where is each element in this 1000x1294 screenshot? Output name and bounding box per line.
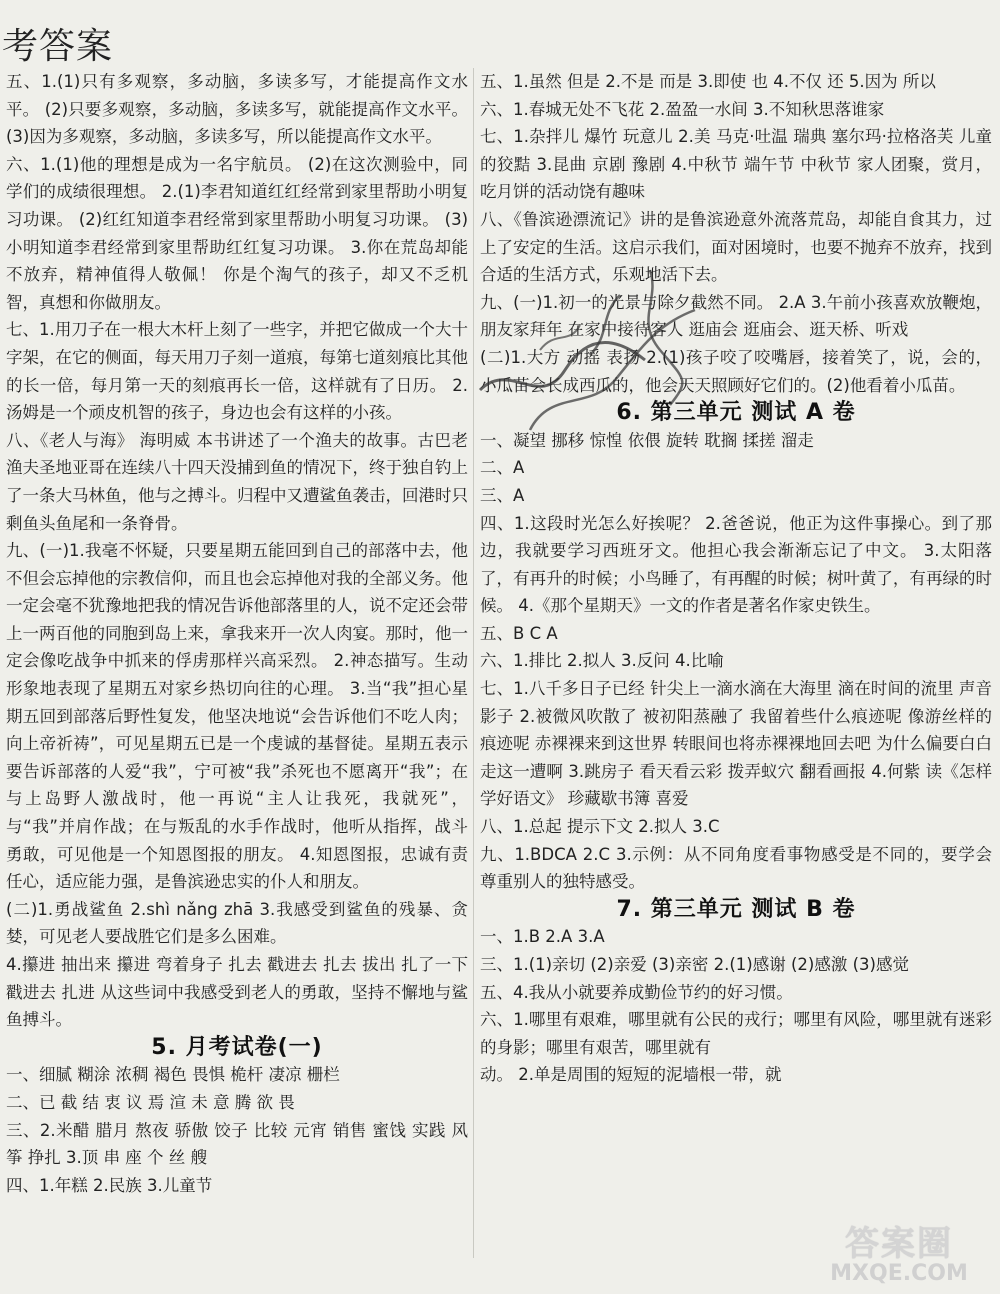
answer-paragraph: 五、1.(1)只有多观察，多动脑，多读多写，才能提高作文水平。 (2)只要多观察，多动脑，多读多写，就能提高作文水平。 (3)因为多观察，多动脑，多读多写，所以能提高作文水平。	[6, 72, 468, 147]
page-title: 考答案	[2, 26, 114, 67]
answer-paragraph: 七、1.杂拌儿 爆竹 玩意儿 2.美 马克·吐温 瑞典 塞尔玛·拉格洛芙 儿童的狡黠 3.昆曲 京剧 豫剧 4.中秋节 端午节 中秋节 家人团聚，赏月，吃月饼的活动饶有趣味	[480, 127, 992, 202]
answer-paragraph: 三、2.米醋 腊月 熬夜 骄傲 饺子 比较 元宵 销售 蜜饯 实践 风筝 挣扎 3.顶 串 座 个 丝 艘	[6, 1120, 468, 1168]
answer-paragraph: 二、A	[480, 458, 525, 478]
answer-paragraph: 六、1.(1)他的理想是成为一名宇航员。 (2)在这次测验中，同学们的成绩很理想。 2.(1)李君知道红红经常到家里帮助小明复习功课。 (2)红红知道李君经常到家里帮助小明复习功课。 (3)小明知道李君经常到家里帮助红红复习功课。 3.你在荒岛却能不放弃，精神值得人敬佩！ 你是个淘气的孩子，却又不乏机智，真想和你做朋友。	[6, 154, 468, 312]
answer-paragraph: 4.攥进 抽出来 攥进 弯着身子 扎去 戳进去 扎去 拔出 扎了一下 戳进去 扎进 从这些词中我感受到老人的勇敢，坚持不懈地与鲨鱼搏斗。	[6, 955, 468, 1030]
answer-paragraph: 七、1.八千多日子已经 针尖上一滴水滴在大海里 滴在时间的流里 声音 影子 2.被微风吹散了 被初阳蒸融了 我留着些什么痕迹呢 像游丝样的痕迹呢 赤裸裸来到这世界 转眼间也将赤裸裸地回去吧 为什么偏要白白走这一遭啊 3.跳房子 看天看云彩 拨弄蚁穴 翻看画报 4.何紫 读《怎样学好语文》 珍藏歇书簿 喜爱	[480, 679, 992, 809]
answer-paragraph: 五、1.虽然 但是 2.不是 而是 3.即使 也 4.不仅 还 5.因为 所以	[480, 72, 936, 91]
answer-paragraph: 八、1.总起 提示下文 2.拟人 3.C	[480, 817, 720, 837]
answer-paragraph: 二、已 截 结 衷 议 焉 渲 未 意 腾 欲 畏	[6, 1092, 295, 1112]
watermark	[804, 1216, 994, 1286]
answer-paragraph: 五、4.我从小就要养成勤俭节约的好习惯。	[480, 982, 793, 1002]
left-column	[6, 68, 468, 1199]
answer-paragraph: (二)1.大方 动摇 表扬 2.(1)孩子咬了咬嘴唇，接着笑了，说，会的，小瓜苗会长成西瓜的，他会天天照顾好它们的。(2)他看着小瓜苗。	[480, 347, 992, 395]
answer-paragraph: 九、(一)1.初一的光景与除夕截然不同。 2.A 3.午前小孩喜欢放鞭炮，朋友家拜年 在家中接待客人 逛庙会 逛庙会、逛天桥、听戏	[480, 292, 992, 340]
section-title-monthly-exam: 5. 月考试卷(一)	[151, 1034, 323, 1060]
right-column	[480, 68, 992, 1089]
answer-paragraph: 七、1.用刀子在一根大木杆上刻了一些字，并把它做成一个大十字架，在它的侧面，每天用刀子刻一道痕，每第七道刻痕比其他的长一倍，每月第一天的刻痕再长一倍，这样就有了日历。 2.汤姆是一个顽皮机智的孩子，身边也会有这样的小孩。	[6, 320, 468, 423]
answer-paragraph: 五、B C A	[480, 623, 558, 643]
answer-paragraph: 四、1.年糕 2.民族 3.儿童节	[6, 1175, 213, 1195]
answer-paragraph: 四、1.这段时光怎么好挨呢？ 2.爸爸说，他正为这件事操心。到了那边，我就要学习西班牙文。他担心我会渐渐忘记了中文。 3.太阳落了，有再升的时候；小鸟睡了，有再醒的时候；树叶黄了，有再绿的时候。 4.《那个星期天》一文的作者是著名作家史铁生。	[480, 513, 992, 616]
answer-paragraph: 三、A	[480, 485, 525, 505]
answer-paragraph: 三、1.(1)亲切 (2)亲爱 (3)亲密 2.(1)感谢 (2)感激 (3)感觉	[480, 955, 909, 974]
answer-paragraph: 九、(一)1.我毫不怀疑，只要星期五能回到自己的部落中去，他不但会忘掉他的宗教信仰，而且也会忘掉他对我的全部义务。他一定会毫不犹豫地把我的情况告诉他部落里的人，说不定还会带上一两百他的同胞到岛上来，拿我来开一次人肉宴。那时，他一定会像吃战争中抓来的俘虏那样兴高采烈。 2.神态描写。生动形象地表现了星期五对家乡热切向往的心理。 3.当“我”担心星期五回到部落后野性复发，他坚决地说“会告诉他们不吃人肉；向上帝祈祷”，可见星期五已是一个虔诚的基督徒。星期五表示要告诉部落的人爱“我”，宁可被“我”杀死也不愿离开“我”；在与上岛野人激战时，他一再说“主人让我死，我就死”，与“我”并肩作战；在与叛乱的水手作战时，他听从指挥，战斗勇敢，可见他是一个知恩图报的朋友。 4.知恩图报，忠诚有责任心，适应能力强，是鲁滨逊忠实的仆人和朋友。	[6, 541, 468, 892]
answer-paragraph: 动。 2.单是周围的短短的泥墙根一带，就	[480, 1065, 782, 1085]
answer-paragraph: 一、凝望 挪移 惊惶 依偎 旋转 耽搁 揉搓 溜走	[480, 430, 814, 450]
answer-paragraph: 六、1.哪里有艰难，哪里就有公民的戎行；哪里有风险，哪里就有迷彩的身影；哪里有艰苦，哪里就有	[480, 1010, 992, 1057]
section-title-unit3-test-a: 6. 第三单元 测试 A 卷	[616, 400, 856, 426]
answer-paragraph: 一、细腻 糊涂 浓稠 褐色 畏惧 桅杆 凄凉 栅栏	[6, 1065, 340, 1085]
column-divider	[473, 68, 474, 1258]
answer-paragraph: 六、1.排比 2.拟人 3.反问 4.比喻	[480, 651, 724, 671]
answer-paragraph: 一、1.B 2.A 3.A	[480, 927, 605, 947]
answer-paragraph: 八、《鲁滨逊漂流记》讲的是鲁滨逊意外流落荒岛，却能自食其力，过上了安定的生活。这启示我们，面对困境时，也要不抛弃不放弃，找到合适的生活方式，乐观地活下去。	[480, 209, 992, 285]
section-title-unit3-test-b: 7. 第三单元 测试 B 卷	[616, 896, 856, 922]
watermark-url: MXQE.COM	[830, 1261, 968, 1286]
answer-paragraph: 八、《老人与海》 海明威 本书讲述了一个渔夫的故事。古巴老渔夫圣地亚哥在连续八十四天没捕到鱼的情况下，终于独自钓上了一条大马林鱼，他与之搏斗。归程中又遭鲨鱼袭击，回港时只剩鱼头鱼尾和一条脊骨。	[6, 430, 468, 533]
answer-paragraph: 九、1.BDCA 2.C 3.示例：从不同角度看事物感受是不同的，要学会尊重别人的独特感受。	[480, 844, 992, 892]
watermark-logo: 答案圈	[845, 1224, 953, 1264]
answer-paragraph: (二)1.勇战鲨鱼 2.shì nǎng zhā 3.我感受到鲨鱼的残暴、贪婪，可见老人要战胜它们是多么困难。	[6, 899, 468, 947]
answer-paragraph: 六、1.春城无处不飞花 2.盈盈一水间 3.不知秋思落谁家	[480, 99, 885, 119]
